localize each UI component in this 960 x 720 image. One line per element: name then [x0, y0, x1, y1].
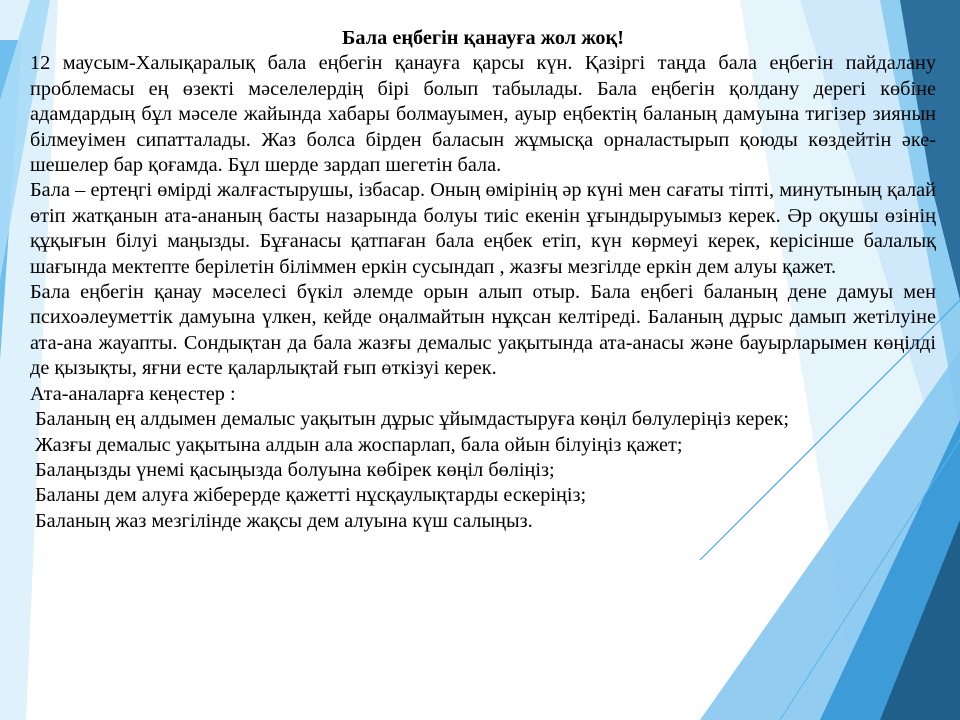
advice-item: Баланың жаз мезгілінде жақсы дем алуына күш салыңыз. [35, 509, 533, 532]
advice-item: Баланы дем алуға жіберерде қажетті нұсқаулықтарды ескеріңіз; [35, 484, 587, 507]
paragraph-1: 12 маусым-Халықаралық бала еңбегін қанауға қарсы күн. Қазіргі таңда бала еңбегін пайдалану проблемасы ең өзекті мәселелердің бірі болып табылады. Бала еңбегін қолдану дерегі көбіне адамдардың бұл мәселе жайында хабары болмауымен, ауыр еңбектің баланың дамуына тигізер зиянын білмеуімен сипатталады. Жаз болса бірден баласын жұмысқа орналастырып қоюды көздейтін әке-шешелер бар қоғамда. Бұл шерде зардап шегетін бала. [30, 52, 936, 177]
advice-list [30, 407, 936, 534]
advice-heading: Ата-аналарға кеңестер : [30, 382, 236, 405]
paragraph-3: Бала еңбегін қанау мәселесі бүкіл әлемде орын алып отыр. Бала еңбегі баланың дене дамуы мен психоәлеуметтік дамуына үлкен, кейде оңалмайтын нұқсан келтіреді. Баланың дұрыс дамып жетілуіне ата-ана жауапты. Сондықтан да бала жазғы демалыс уақытында ата-анасы және бауырларымен көңілді де қызықты, яғни есте қаларлықтай ғып өткізуі керек. [30, 281, 936, 380]
slide-content [30, 26, 936, 534]
slide-title: Бала еңбегін қанауға жол жоқ! [342, 27, 624, 49]
paragraph-2: Бала – ертеңгі өмірді жалғастырушы, ізбасар. Оның өмірінің әр күні мен сағаты тіпті, минутының қалай өтіп жатқанын ата-ананың басты назарында болуы тиіс екенін ұғындыруымыз керек. Әр оқушы өзінің құқығын білуі маңызды. Бұғанасы қатпаған бала еңбек етіп, күн көрмеуі керек, керісінше балалық шағында мектепте берілетін біліммен еркін сусындап , жазғы мезгілде еркін дем алуы қажет. [30, 179, 936, 278]
advice-item: Жазғы демалыс уақытына алдын ала жоспарлап, бала ойын білуіңіз қажет; [35, 433, 683, 456]
advice-item: Баланың ең алдымен демалыс уақытын дұрыс ұйымдастыруға көңіл бөлулеріңіз керек; [35, 408, 789, 431]
advice-item: Балаңызды үнемі қасыңызда болуына көбірек көңіл бөліңіз; [35, 458, 555, 481]
